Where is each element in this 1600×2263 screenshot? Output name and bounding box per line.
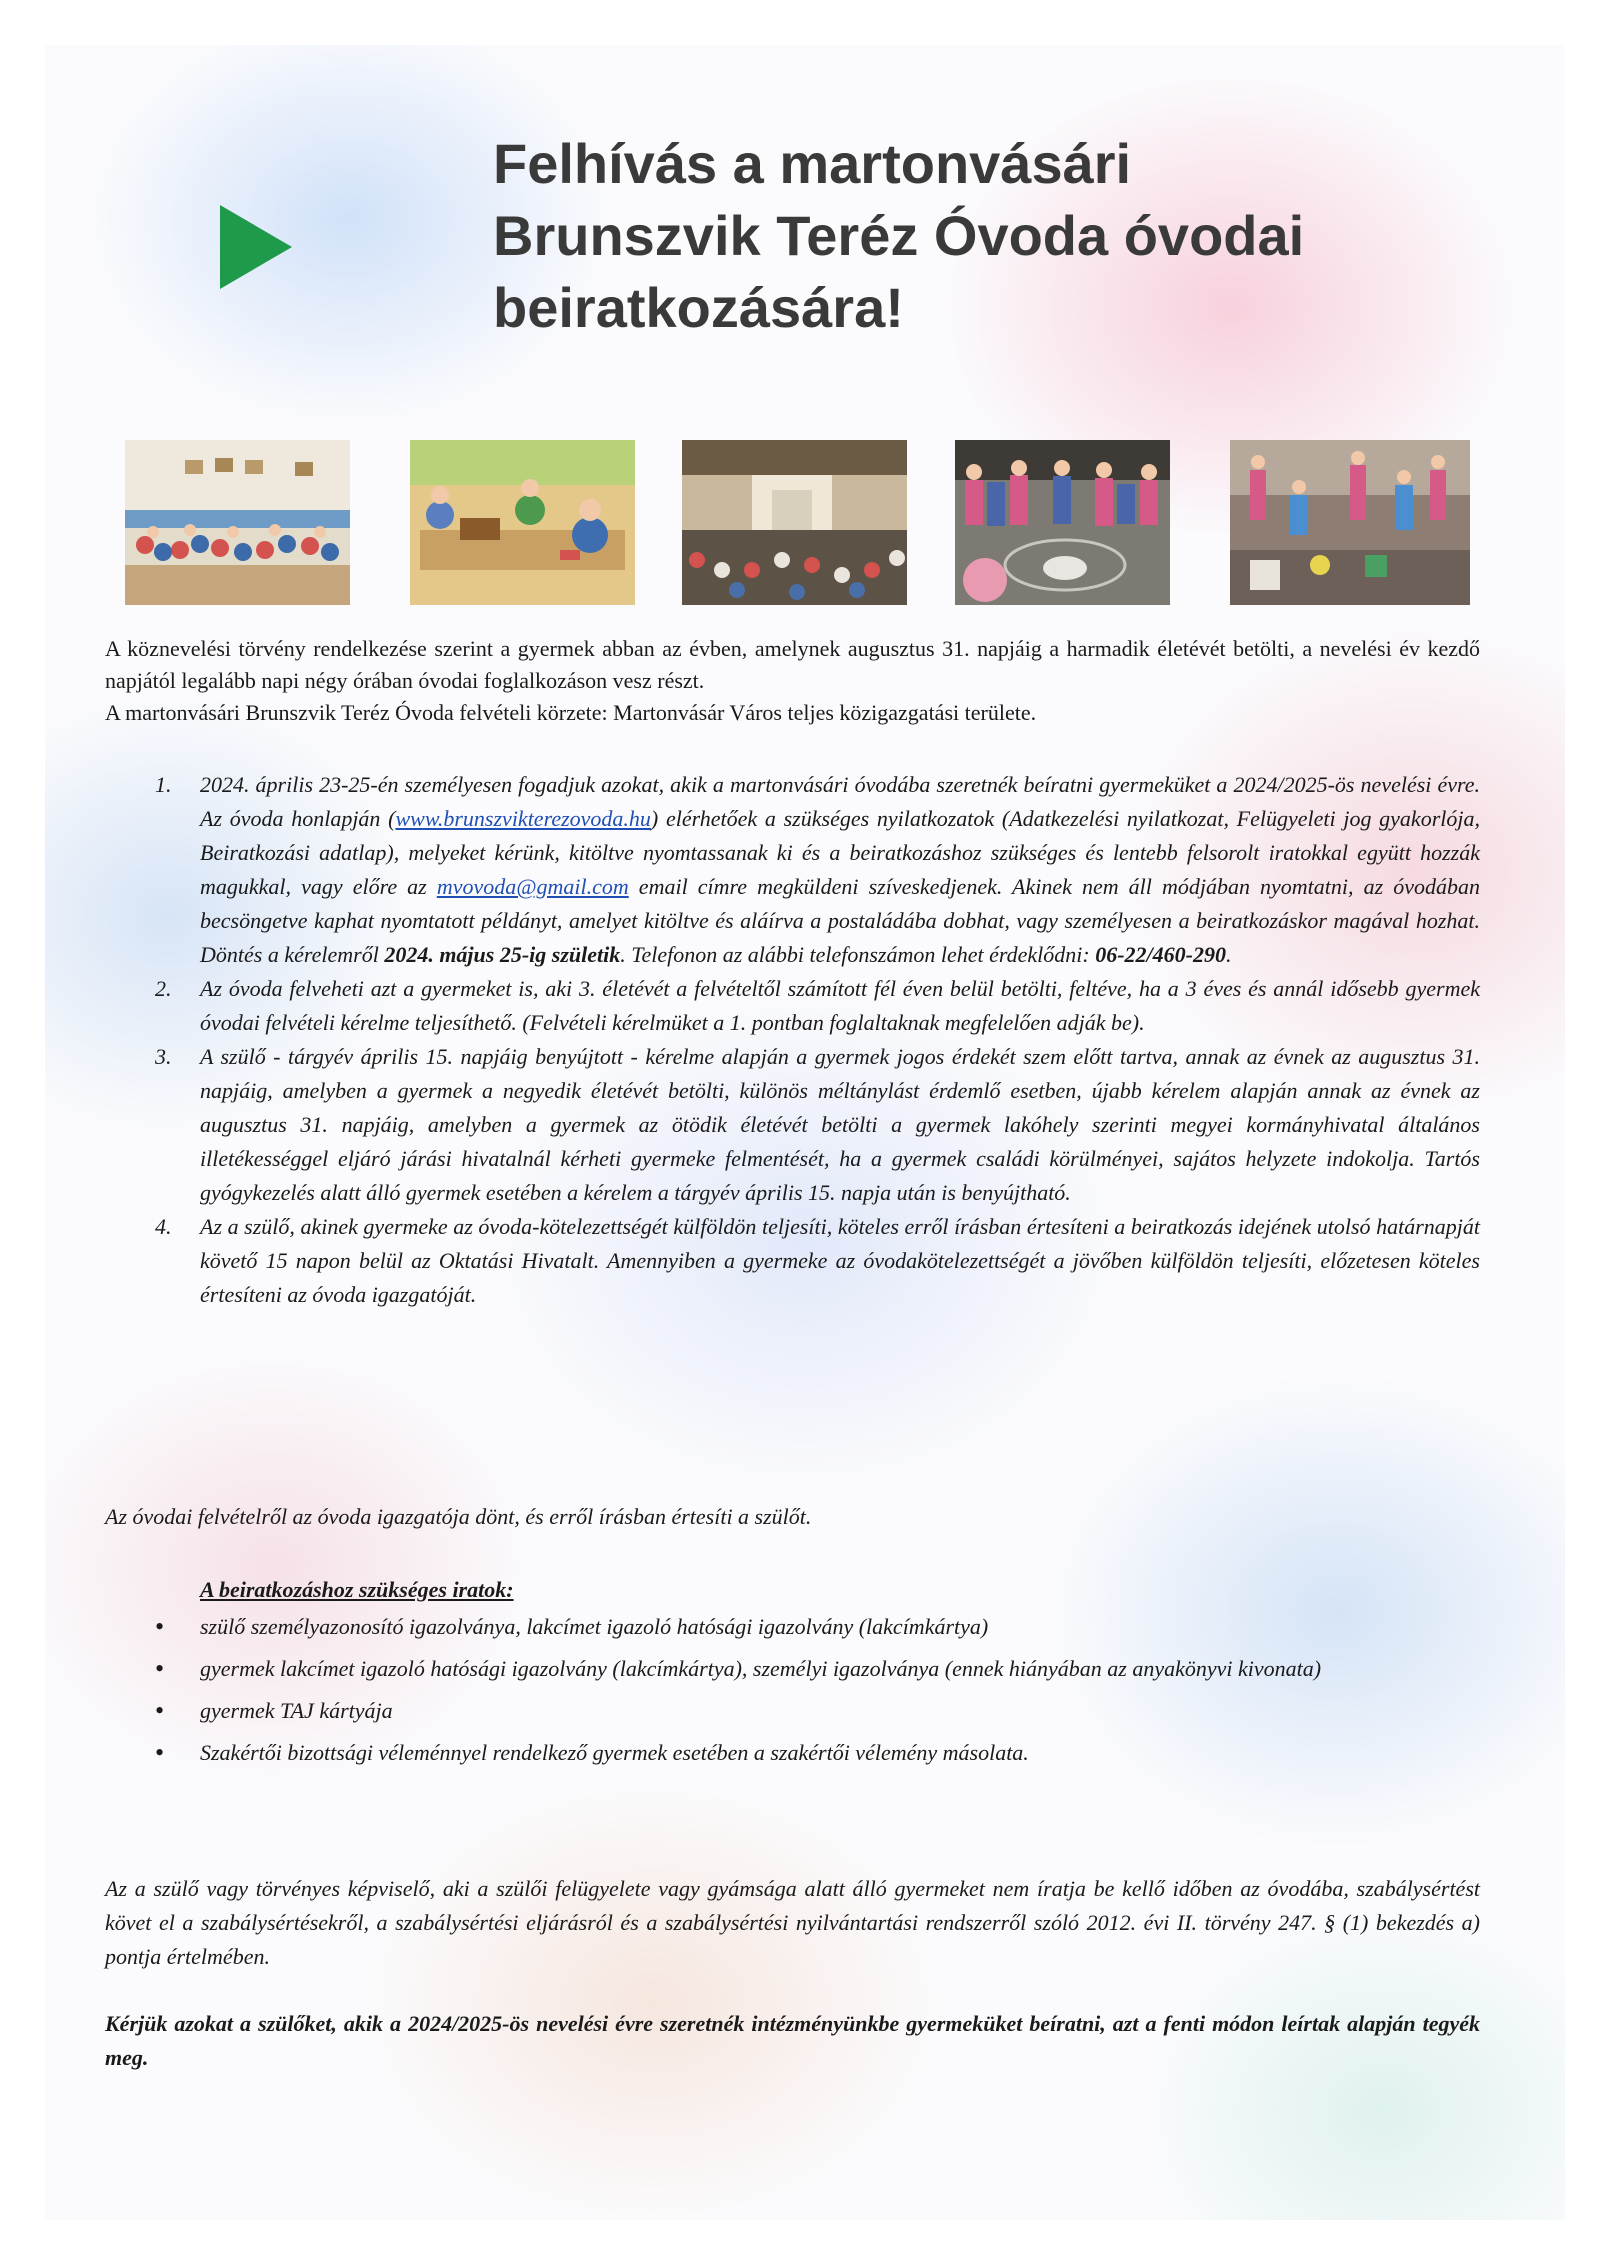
list-item: • gyermek TAJ kártyája	[105, 1694, 1480, 1728]
item-number: 3.	[155, 1044, 172, 1069]
list-item: • szülő személyazonosító igazolványa, lakcímet igazoló hatósági igazolvány (lakcímkártya)	[105, 1610, 1480, 1644]
closing-request: Kérjük azokat a szülőket, akik a 2024/2025-ös nevelési évre szeretnék intézményünkbe gyermeküket beíratni, azt a fenti módon leírtak alapján tegyék meg.	[105, 2011, 1480, 2070]
documents-heading: A beiratkozáshoz szükséges iratok:	[200, 1577, 514, 1602]
numbered-list	[105, 768, 1480, 1312]
catchment-paragraph: A martonvásári Brunszvik Teréz Óvoda felvételi körzete: Martonvásár Város teljes közigazgatási területe.	[105, 700, 1037, 725]
documents-list	[105, 1610, 1480, 1778]
page-title	[493, 128, 1493, 344]
playroom-photo	[1230, 440, 1470, 605]
deadline-text: 2024. május 25-ig születik	[384, 942, 621, 967]
item-text: email címre megküldeni szíveskedjenek. Akinek nem áll módjában nyomtatni, az óvodában becsöngetve kaphat nyomtatott példányt, amelyet kitöltve és aláírva a postaládába dobhat, vagy személyesen a beiratkozáskor magával hozhat. Döntés a kérelemről	[200, 874, 1480, 967]
intro-text	[105, 633, 1480, 729]
item-number: 1.	[155, 772, 172, 797]
email-link[interactable]: mvovoda@gmail.com	[436, 874, 629, 899]
item-text: 2024. április 23-25-én személyesen fogadjuk azokat, akik a martonvásári óvodába szeretnék beíratni gyermeküket a 2024/2025-ös nevelési évre. Az óvoda honlapján (	[200, 772, 1480, 831]
hall-photo	[682, 440, 907, 605]
list-item	[105, 1040, 1480, 1210]
legal-notice: Az a szülő vagy törvényes képviselő, aki a szülői felügyelete vagy gyámsága alatt álló gyermeket nem íratja be kellő időben az óvodába, szabálysértést követ el a szabálysértésekről, a szabálysértési eljárásról és a szabálysértési nyilvántartási rendszerről szóló 2012. évi II. törvény 247. § (1) bekezdés a) pontja értelmében.	[105, 1876, 1480, 1969]
item-number: 2.	[155, 976, 172, 1001]
title-line-2: Brunszvik Teréz Óvoda óvodai	[493, 204, 1305, 267]
item-number: 4.	[155, 1214, 172, 1239]
classroom-photo	[410, 440, 635, 605]
item-text: A szülő - tárgyév április 15. napjáig benyújtott - kérelme alapján a gyermek jogos érdekét szem előtt tartva, annak az évnek az augusztus 31. napjáig, amelyben a gyermek a negyedik életévét betölti, különös méltánylást érdemlő esetben, újabb kérelem alapján annak az évnek az augusztus 31. napjáig, amelyben a gyermek az ötödik életévét betölti a gyermek lakóhely szerinti megyei kormányhivatal általános illetékességgel eljáró járási hivatalnál kérheti gyermeke felmentését, ha a gyermek családi körülményei, sajátos helyzete indokolja. Tartós gyógykezelés alatt álló gyermek esetében a kérelem a tárgyév április 15. napja után is benyújtható.	[200, 1044, 1480, 1205]
green-arrow-icon	[220, 205, 292, 289]
intro-paragraph: A köznevelési törvény rendelkezése szerint a gyermek abban az évben, amelynek augusztus 31. napjáig a harmadik életévét betölti, a nevelési év kezdő napjától legalább napi négy órában óvodai foglalkozáson vesz részt.	[105, 636, 1480, 693]
photo-strip	[0, 440, 1600, 605]
title-line-1: Felhívás a martonvásári	[493, 132, 1132, 195]
list-item	[105, 768, 1480, 972]
item-text: .	[1225, 942, 1232, 967]
item-text: Az a szülő, akinek gyermeke az óvoda-kötelezettségét külföldön teljesíti, köteles erről írásban értesíteni a beiratkozás idejének utolsó határnapját követő 15 napon belül az Oktatási Hivatalt. Amennyiben a gyermeke az óvodakötelezettségét a jövőben külföldön teljesíti, előzetesen köteles értesíteni az óvoda igazgatóját.	[200, 1214, 1480, 1307]
list-item	[105, 1210, 1480, 1312]
list-item: • gyermek lakcímet igazoló hatósági igazolvány (lakcímkártya), személyi igazolványa (ennek hiányában az anyakönyvi kivonata)	[105, 1652, 1480, 1686]
list-item	[105, 972, 1480, 1040]
animal-visit-photo	[955, 440, 1170, 605]
item-text: . Telefonon az alábbi telefonszámon lehet érdeklődni:	[620, 942, 1096, 967]
title-line-3: beiratkozására!	[493, 276, 904, 339]
website-link[interactable]: www.brunszvikterezovoda.hu	[395, 806, 651, 831]
group-photo	[125, 440, 350, 605]
item-text: ) elérhetőek a szükséges nyilatkozatok (Adatkezelési nyilatkozat, Felügyeleti jog gyakorlója, Beiratkozási adatlap), melyeket kérünk, kitöltve nyomtassanak ki és a beiratkozáshoz szükséges és lentebb felsorolt iratokkal együtt hozzák magukkal, vagy előre az	[200, 806, 1480, 899]
list-item: • Szakértői bizottsági véleménnyel rendelkező gyermek esetében a szakértői vélemény másolata.	[105, 1736, 1480, 1770]
item-text: Az óvoda felveheti azt a gyermeket is, aki 3. életévét a felvételtől számított fél éven belül betölti, feltéve, ha a 3 éves és annál idősebb gyermek óvodai felvételi kérelme teljesíthető. (Felvételi kérelmüket a 1. pontban foglaltaknak megfelelően adják be).	[200, 976, 1480, 1035]
decision-note: Az óvodai felvételről az óvoda igazgatója dönt, és erről írásban értesíti a szülőt.	[105, 1504, 812, 1529]
phone-number: 06-22/460-290	[1095, 942, 1226, 967]
